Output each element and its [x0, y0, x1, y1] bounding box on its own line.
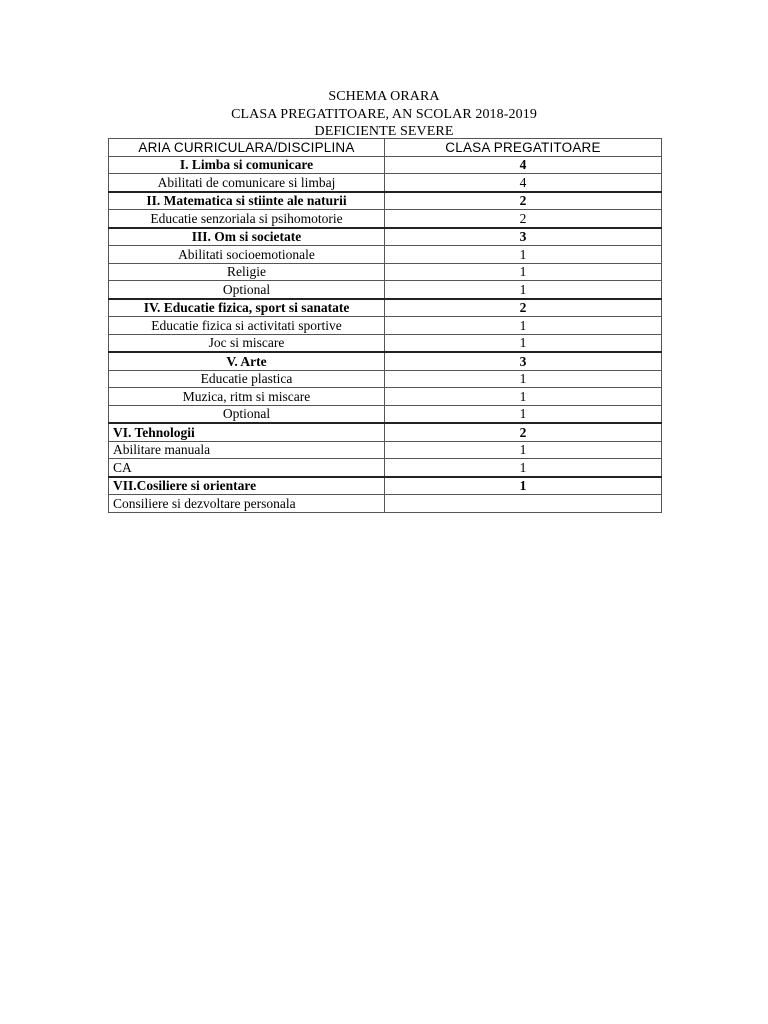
- hours-cell: 4: [385, 156, 662, 174]
- discipline-cell: I. Limba si comunicare: [109, 156, 385, 174]
- title-line-3: DEFICIENTE SEVERE: [314, 124, 454, 139]
- table-row: [109, 246, 662, 264]
- discipline-cell: Abilitati de comunicare si limbaj: [109, 174, 385, 192]
- hours-cell: 1: [385, 477, 662, 495]
- discipline-cell: III. Om si societate: [109, 228, 385, 246]
- table-row: [109, 334, 662, 352]
- table-row-area: [109, 156, 662, 174]
- table-row-area: [109, 299, 662, 317]
- table-row: [109, 263, 662, 281]
- discipline-cell: VII.Cosiliere si orientare: [109, 477, 385, 495]
- hours-cell: 2: [385, 299, 662, 317]
- hours-cell: 2: [385, 210, 662, 228]
- hours-cell: 1: [385, 281, 662, 299]
- table-row: [109, 317, 662, 335]
- discipline-cell: II. Matematica si stiinte ale naturii: [109, 192, 385, 210]
- table-row-area: [109, 423, 662, 441]
- table-row: [109, 210, 662, 228]
- table-row: [109, 441, 662, 459]
- hours-cell: 3: [385, 228, 662, 246]
- discipline-cell: Educatie senzoriala si psihomotorie: [109, 210, 385, 228]
- table-body: [109, 156, 662, 512]
- document-title: [108, 88, 660, 141]
- table-row-area: [109, 228, 662, 246]
- hours-cell: 1: [385, 246, 662, 264]
- discipline-cell: Abilitati socioemotionale: [109, 246, 385, 264]
- table-row: [109, 495, 662, 513]
- table-row-area: [109, 352, 662, 370]
- discipline-cell: Educatie fizica si activitati sportive: [109, 317, 385, 335]
- discipline-cell: CA: [109, 459, 385, 477]
- discipline-cell: Religie: [109, 263, 385, 281]
- table-row: [109, 459, 662, 477]
- header-discipline: ARIA CURRICULARA/DISCIPLINA: [109, 139, 385, 157]
- hours-cell: 3: [385, 352, 662, 370]
- hours-cell: [385, 495, 662, 513]
- discipline-cell: VI. Tehnologii: [109, 423, 385, 441]
- hours-cell: 1: [385, 263, 662, 281]
- table-row: [109, 370, 662, 388]
- discipline-cell: Optional: [109, 281, 385, 299]
- table-header-row: [109, 139, 662, 157]
- hours-cell: 4: [385, 174, 662, 192]
- table-row: [109, 405, 662, 423]
- hours-cell: 1: [385, 388, 662, 406]
- hours-cell: 1: [385, 334, 662, 352]
- hours-cell: 2: [385, 192, 662, 210]
- title-line-1: SCHEMA ORARA: [328, 89, 440, 104]
- title-line-2: CLASA PREGATITOARE, AN SCOLAR 2018-2019: [231, 106, 537, 122]
- discipline-cell: V. Arte: [109, 352, 385, 370]
- hours-cell: 1: [385, 441, 662, 459]
- table-row: [109, 388, 662, 406]
- hours-cell: 1: [385, 317, 662, 335]
- discipline-cell: Muzica, ritm si miscare: [109, 388, 385, 406]
- table-row-area: [109, 192, 662, 210]
- hours-cell: 1: [385, 405, 662, 423]
- header-class: CLASA PREGATITOARE: [385, 139, 662, 157]
- discipline-cell: Joc si miscare: [109, 334, 385, 352]
- table-row: [109, 174, 662, 192]
- discipline-cell: Optional: [109, 405, 385, 423]
- hours-cell: 1: [385, 370, 662, 388]
- discipline-cell: Educatie plastica: [109, 370, 385, 388]
- table-row: [109, 281, 662, 299]
- discipline-cell: Consiliere si dezvoltare personala: [109, 495, 385, 513]
- schedule-table: [108, 138, 662, 513]
- discipline-cell: Abilitare manuala: [109, 441, 385, 459]
- hours-cell: 2: [385, 423, 662, 441]
- table-row-area: [109, 477, 662, 495]
- discipline-cell: IV. Educatie fizica, sport si sanatate: [109, 299, 385, 317]
- hours-cell: 1: [385, 459, 662, 477]
